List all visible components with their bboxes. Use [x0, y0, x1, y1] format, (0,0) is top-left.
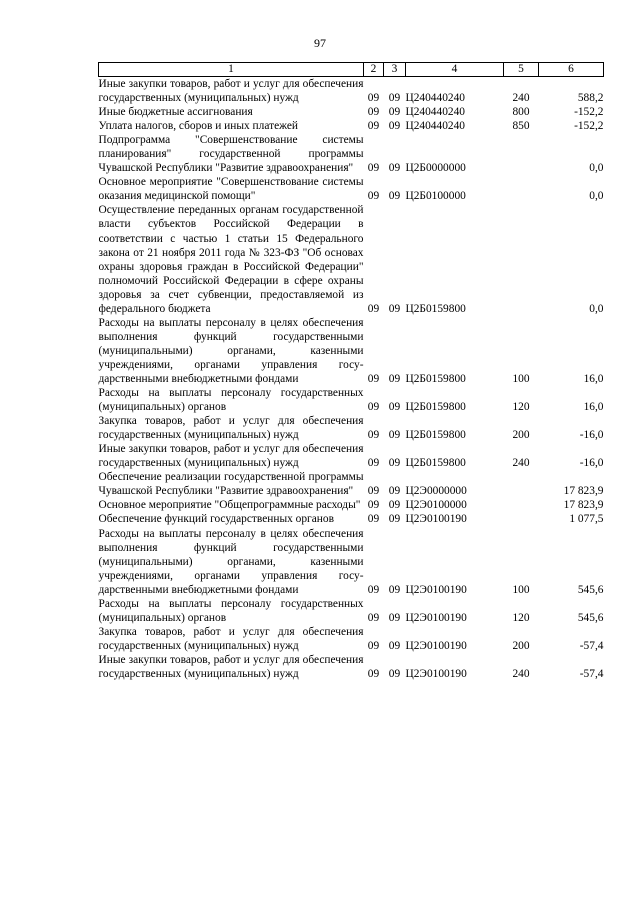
row-name: Обеспечение реализации государственной программы Чувашской Республики "Развитие здравоохранения"	[98, 471, 364, 498]
row-amount: 16,0	[583, 401, 604, 414]
row-section: 09	[367, 639, 380, 652]
row-name: Уплата налогов, сборов и иных платежей	[98, 120, 298, 133]
table-row	[99, 175, 604, 203]
row-name: Подпрограмма "Совершенствование системы планирования" государственной программы Чувашской Республики "Развитие здравоохранения"	[98, 134, 364, 175]
row-expense-group: 100	[512, 372, 530, 385]
row-target-article: Ц240440240	[405, 106, 465, 119]
row-subsection: 09	[388, 429, 401, 442]
row-expense-group	[504, 175, 539, 203]
row-section: 09	[367, 92, 380, 105]
page-number: 97	[314, 36, 326, 50]
row-section: 09	[367, 190, 380, 203]
table-row	[99, 203, 604, 315]
header-col-3: 3	[384, 63, 406, 77]
row-section: 09	[367, 162, 380, 175]
row-expense-group: 240	[512, 667, 530, 680]
table-row	[99, 597, 604, 625]
header-col-2: 2	[364, 63, 384, 77]
row-expense-group	[504, 203, 539, 315]
row-amount: 0,0	[589, 302, 604, 315]
row-target-article: Ц2Б0159800	[405, 429, 466, 442]
row-name: Осуществление переданных органам государственной власти субъектов Российской Федерации в соответствии с частью 1 статьи 15 Федерального закона от 21 ноября 2011 года № 323-ФЗ "Об основах охраны здоровья граждан в Российской Федерации" полномочий Российской Федерации в сфере охраны здоровья за счет субвенции, предоставляемой из федерального бюджета	[98, 204, 364, 315]
table-row	[99, 77, 604, 106]
table-row	[99, 512, 604, 526]
row-subsection: 09	[388, 583, 401, 596]
table-row	[99, 133, 604, 175]
row-target-article: Ц2Б0159800	[405, 401, 466, 414]
row-expense-group: 200	[512, 429, 530, 442]
row-amount: -57,4	[579, 667, 604, 680]
header-col-5: 5	[504, 63, 539, 77]
row-amount: 588,2	[577, 92, 604, 105]
row-name: Закупка товаров, работ и услуг для обеспечения государственных (муниципальных) нужд	[98, 415, 364, 442]
row-amount: -152,2	[574, 120, 604, 133]
row-section: 09	[367, 499, 380, 512]
row-amount: 17 823,9	[563, 485, 604, 498]
row-section: 09	[367, 372, 380, 385]
row-expense-group	[504, 498, 539, 512]
row-amount: 1 077,5	[569, 513, 604, 526]
row-subsection: 09	[388, 485, 401, 498]
header-col-4: 4	[406, 63, 504, 77]
table-row	[99, 316, 604, 386]
row-subsection: 09	[388, 667, 401, 680]
row-expense-group	[504, 512, 539, 526]
row-target-article: Ц2Э0000000	[405, 485, 467, 498]
table-row	[99, 105, 604, 119]
row-name: Иные закупки товаров, работ и услуг для обеспечения государственных (муниципальных) нужд	[98, 443, 364, 470]
row-target-article: Ц2Б0159800	[405, 457, 466, 470]
row-name: Иные закупки товаров, работ и услуг для обеспечения государственных (муниципальных) нужд	[98, 78, 364, 105]
row-expense-group: 120	[512, 611, 530, 624]
row-amount: 545,6	[577, 583, 604, 596]
row-amount: 0,0	[589, 162, 604, 175]
row-section: 09	[367, 302, 380, 315]
row-section: 09	[367, 457, 380, 470]
row-name: Обеспечение функций государственных органов	[98, 513, 334, 526]
table-row	[99, 386, 604, 414]
row-target-article: Ц2Б0000000	[405, 162, 466, 175]
row-subsection: 09	[388, 499, 401, 512]
row-section: 09	[367, 429, 380, 442]
row-expense-group: 240	[512, 457, 530, 470]
row-subsection: 09	[388, 190, 401, 203]
row-name: Расходы на выплаты персоналу в целях обеспечения выполнения функций государственными (муниципальными) органами, казенными учреждениями, органами управления государственными внебюджетными фондами	[98, 527, 364, 596]
row-target-article: Ц2Э0100190	[405, 513, 467, 526]
row-subsection: 09	[388, 162, 401, 175]
header-col-1: 1	[99, 63, 364, 77]
row-expense-group: 120	[512, 401, 530, 414]
budget-table	[98, 62, 604, 681]
row-subsection: 09	[388, 401, 401, 414]
row-section: 09	[367, 583, 380, 596]
row-subsection: 09	[388, 457, 401, 470]
row-expense-group: 800	[512, 106, 530, 119]
row-expense-group	[504, 470, 539, 498]
table-row	[99, 414, 604, 442]
row-expense-group	[504, 133, 539, 175]
row-subsection: 09	[388, 120, 401, 133]
table-row	[99, 527, 604, 597]
row-section: 09	[367, 667, 380, 680]
row-target-article: Ц2Б0159800	[405, 302, 466, 315]
row-section: 09	[367, 485, 380, 498]
row-amount: -57,4	[579, 639, 604, 652]
row-section: 09	[367, 513, 380, 526]
row-name: Основное мероприятие "Общепрограммные расходы"	[98, 499, 361, 512]
table-row	[99, 442, 604, 470]
table-row	[99, 625, 604, 653]
row-section: 09	[367, 120, 380, 133]
row-amount: 17 823,9	[563, 499, 604, 512]
table-row	[99, 653, 604, 681]
row-subsection: 09	[388, 106, 401, 119]
table-row	[99, 498, 604, 512]
row-name: Иные закупки товаров, работ и услуг для обеспечения государственных (муниципальных) нужд	[98, 653, 364, 680]
row-subsection: 09	[388, 302, 401, 315]
row-expense-group: 240	[512, 92, 530, 105]
row-amount: 0,0	[589, 190, 604, 203]
header-col-6: 6	[539, 63, 604, 77]
row-name: Расходы на выплаты персоналу в целях обеспечения выполнения функций государственными (муниципальными) органами, казенными учреждениями, органами управления государственными внебюджетными фондами	[98, 316, 364, 385]
row-subsection: 09	[388, 92, 401, 105]
row-subsection: 09	[388, 639, 401, 652]
row-name: Основное мероприятие "Совершенствование системы оказания медицинской помощи"	[98, 176, 364, 203]
row-subsection: 09	[388, 611, 401, 624]
row-amount: -152,2	[574, 106, 604, 119]
row-target-article: Ц2Б0159800	[405, 372, 466, 385]
table-row	[99, 119, 604, 133]
row-target-article: Ц2Э0100000	[405, 499, 467, 512]
row-target-article: Ц2Э0100190	[405, 639, 467, 652]
row-amount: 545,6	[577, 611, 604, 624]
row-expense-group: 200	[512, 639, 530, 652]
row-subsection: 09	[388, 372, 401, 385]
row-name: Расходы на выплаты персоналу государственных (муниципальных) органов	[98, 387, 364, 414]
row-amount: -16,0	[579, 429, 604, 442]
row-name: Расходы на выплаты персоналу государственных (муниципальных) органов	[98, 597, 364, 624]
row-expense-group: 100	[512, 583, 530, 596]
row-target-article: Ц240440240	[405, 92, 465, 105]
row-section: 09	[367, 611, 380, 624]
row-section: 09	[367, 106, 380, 119]
row-expense-group: 850	[512, 120, 530, 133]
row-target-article: Ц2Э0100190	[405, 611, 467, 624]
row-subsection: 09	[388, 513, 401, 526]
row-target-article: Ц2Э0100190	[405, 583, 467, 596]
row-name: Иные бюджетные ассигнования	[98, 106, 253, 119]
row-target-article: Ц240440240	[405, 120, 465, 133]
row-amount: 16,0	[583, 372, 604, 385]
row-amount: -16,0	[579, 457, 604, 470]
row-target-article: Ц2Б0100000	[405, 190, 466, 203]
table-header-row	[99, 63, 604, 77]
table-row	[99, 470, 604, 498]
row-section: 09	[367, 401, 380, 414]
row-target-article: Ц2Э0100190	[405, 667, 467, 680]
row-name: Закупка товаров, работ и услуг для обеспечения государственных (муниципальных) нужд	[98, 625, 364, 652]
